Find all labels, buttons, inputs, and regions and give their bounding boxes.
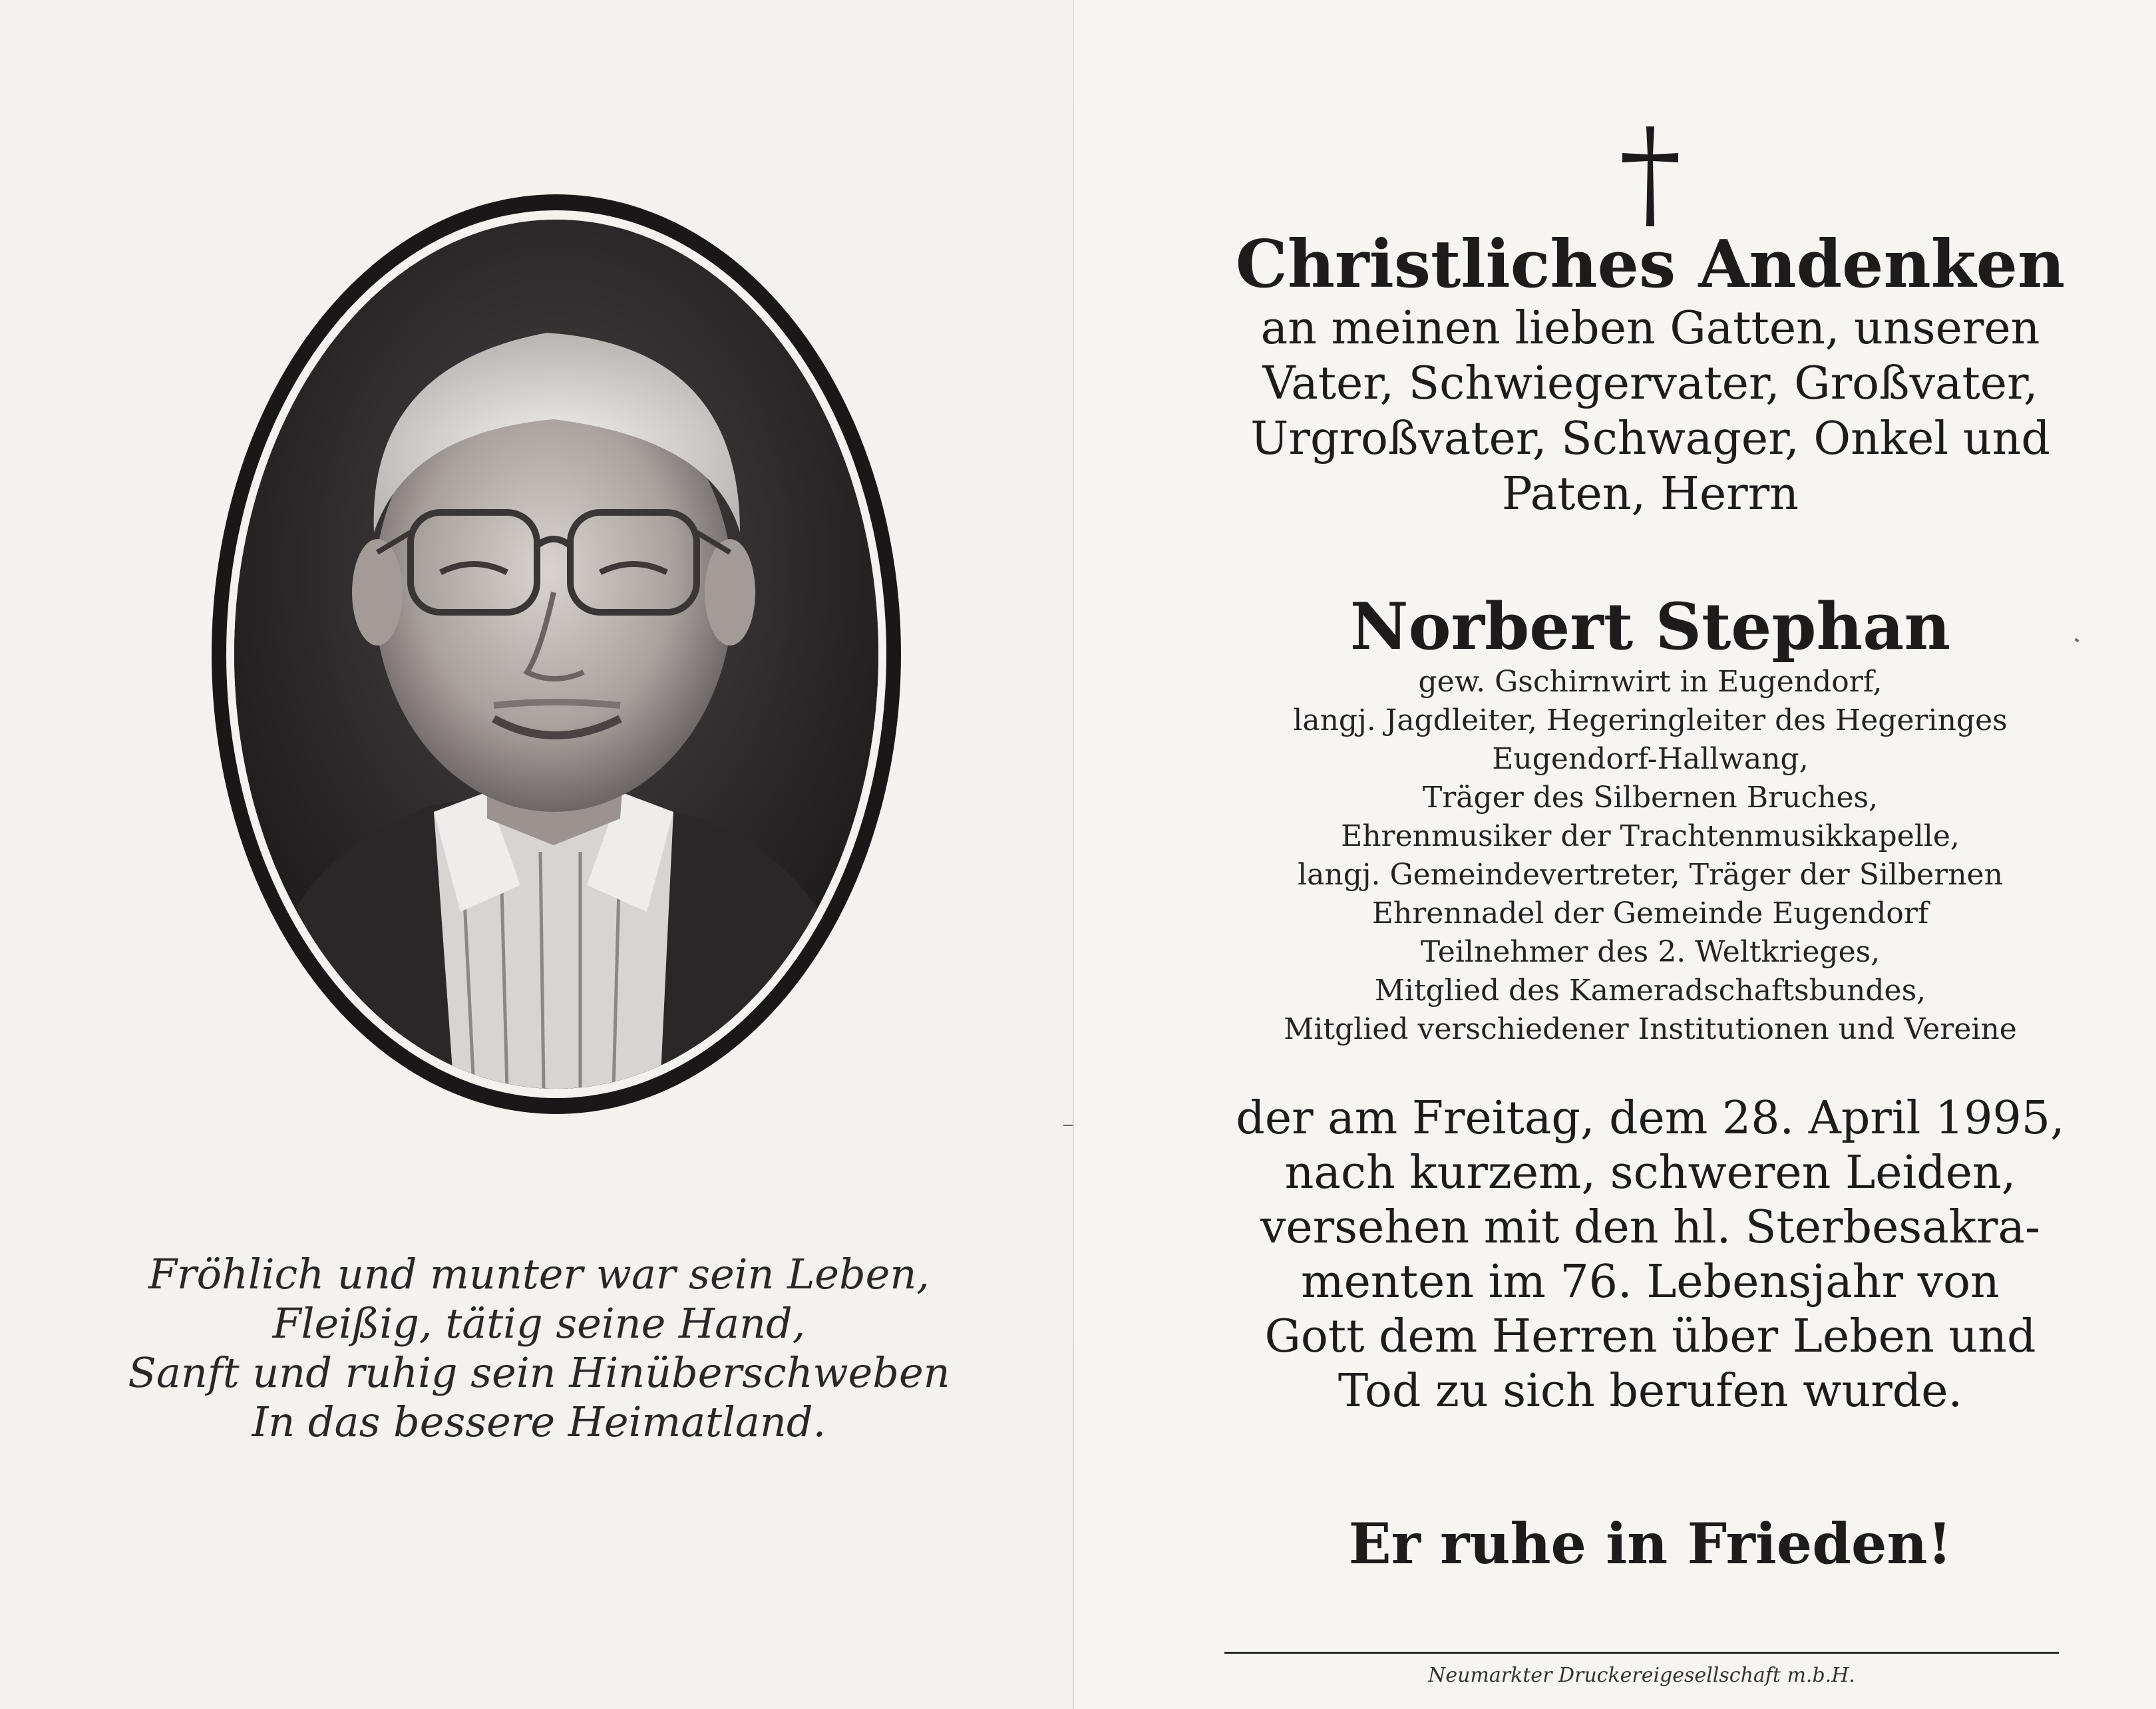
title-line: Träger des Silbernen Bruches, [1422,781,1879,815]
title-line: gew. Gschirnwirt in Eugendorf, [1418,665,1883,699]
intro-line: Urgroßvater, Schwager, Onkel und [1250,413,2050,465]
title-line: Eugendorf-Hallwang, [1492,742,1809,776]
title-line: Mitglied verschiedener Institutionen und Vereine [1284,1012,2017,1046]
printer-credit: Neumarkter Druckereigesellschaft m.b.H. [1428,1664,1855,1687]
title-line: Mitglied des Kameradschaftsbundes, [1374,974,1926,1008]
closing-blessing: Er ruhe in Frieden! [1348,1511,1952,1577]
footer-divider [1224,1652,2059,1654]
paper-speck [1063,1125,1073,1126]
memorial-poem [106,1250,972,1447]
title-line: langj. Jagdleiter, Hegeringleiter des Hegeringes [1293,703,2008,737]
title-line: Ehrenmusiker der Trachtenmusikkapelle, [1341,819,1960,853]
portrait-photo [234,220,878,1089]
dedication-intro [1224,301,2076,522]
death-notice-line: der am Freitag, dem 28. April 1995, [1236,1092,2065,1145]
poem-line: Fröhlich und munter war sein Leben, [148,1250,930,1298]
intro-line: Paten, Herrn [1501,468,1799,520]
death-notice [1224,1091,2076,1419]
death-notice-line: versehen mit den hl. Sterbesakra- [1260,1201,2040,1254]
poem-line: Fleißig, tätig seine Hand, [272,1299,806,1348]
title-line: Ehrennadel der Gemeinde Eugendorf [1371,896,1929,930]
death-notice-line: menten im 76. Lebensjahr von [1301,1256,2000,1308]
intro-line: an meinen lieben Gatten, unseren [1260,302,2040,355]
death-notice-line: Tod zu sich berufen wurde. [1338,1365,1963,1418]
card-fold-line [1073,0,1074,1709]
poem-line: In das bessere Heimatland. [252,1398,826,1446]
title-line: Teilnehmer des 2. Weltkrieges, [1420,935,1881,969]
deceased-name: Norbert Stephan [1349,589,1951,664]
poem-line: Sanft und ruhig sein Hinüberschweben [128,1348,950,1397]
title-line: langj. Gemeindevertreter, Träger der Silbernen [1298,858,2003,892]
deceased-titles [1224,663,2076,1049]
death-notice-line: nach kurzem, schweren Leiden, [1284,1147,2016,1199]
latin-cross-icon [1622,126,1678,226]
card-title: Christliches Andenken [1235,226,2066,303]
death-notice-line: Gott dem Herren über Leben und [1264,1310,2036,1363]
intro-line: Vater, Schwiegervater, Großvater, [1262,357,2038,410]
